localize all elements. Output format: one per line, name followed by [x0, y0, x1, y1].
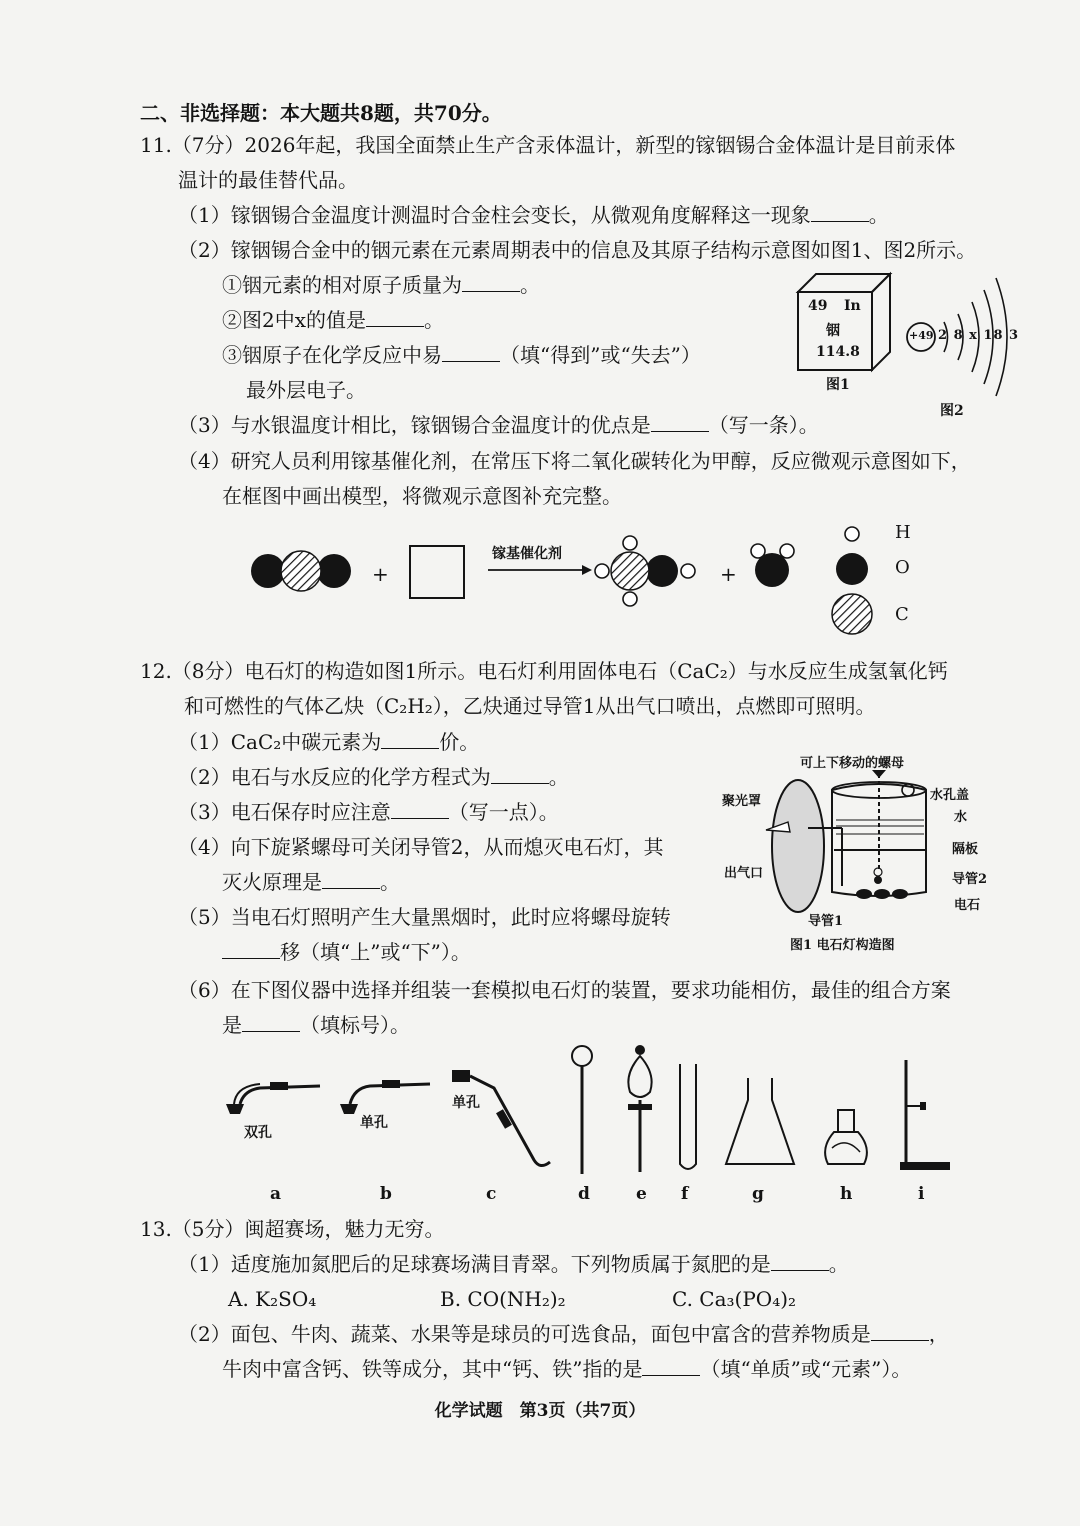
element-mass: 114.8	[816, 344, 860, 360]
q11-stem-line1: 11.（7分）2026年起，我国全面禁止生产含汞体温计，新型的镓铟锡合金体温计是目前汞体	[140, 133, 956, 157]
q11-part2-1: ①铟元素的相对原子质量为 。	[222, 273, 540, 297]
carbide-lamp-figure	[760, 770, 950, 920]
section-heading: 二、非选择题：本大题共8题，共70分。	[140, 101, 502, 125]
q11-part2: （2）镓铟锡合金中的铟元素在元素周期表中的信息及其原子结构示意图如图1、图2所示。	[178, 238, 977, 262]
q13-part2-line1: （2）面包、牛肉、蔬菜、水果等是球员的可选食品，面包中富含的营养物质是 ，	[178, 1322, 949, 1346]
apparatus-letter-h: h	[840, 1184, 853, 1204]
q13-part2-line2: 牛肉中富含钙、铁等成分，其中“钙、铁”指的是 （填“单质”或“元素”）。	[222, 1357, 912, 1381]
lamp-label-reflector: 聚光罩	[722, 794, 762, 809]
q11-part2-2: ②图2中x的值是 。	[222, 308, 445, 332]
apparatus-letter-d: d	[578, 1184, 590, 1204]
q12-part6-line1: （6）在下图仪器中选择并组装一套模拟电石灯的装置，要求功能相仿，最佳的组合方案	[178, 978, 951, 1002]
apparatus-letter-f: f	[681, 1184, 689, 1204]
apparatus-letter-e: e	[636, 1184, 647, 1204]
q12-part5-line1: （5）当电石灯照明产生大量黑烟时，此时应将螺母旋转	[178, 905, 671, 929]
apparatus-letter-g: g	[752, 1184, 764, 1204]
page-footer: 化学试题 第3页（共7页）	[434, 1401, 646, 1421]
q13-option-c: C. Ca₃(PO₄)₂	[672, 1287, 797, 1311]
lamp-label-nut: 可上下移动的螺母	[800, 756, 905, 771]
apparatus-row	[220, 1040, 960, 1180]
apparatus-c-hole-label: 单孔	[452, 1095, 480, 1111]
q13-part1: （1）适度施加氮肥后的足球赛场满目青翠。下列物质属于氮肥的是 。	[178, 1252, 849, 1276]
q12-part2: （2）电石与水反应的化学方程式为 。	[178, 765, 569, 789]
q12-part6-line2: 是 （填标号）。	[222, 1013, 410, 1037]
q12-part4-line2: 灭火原理是 。	[222, 870, 400, 894]
q11-part4-line1: （4）研究人员利用镓基催化剂，在常压下将二氧化碳转化为甲醇，反应微观示意图如下，	[178, 449, 971, 473]
figure1-caption: 图1	[826, 377, 850, 393]
q12-part3: （3）电石保存时应注意 （写一点）。	[178, 800, 559, 824]
apparatus-letter-c: c	[486, 1184, 497, 1204]
lamp-label-outlet: 出气口	[724, 866, 764, 881]
q12-part4-line1: （4）向下旋紧螺母可关闭导管2，从而熄灭电石灯，其	[178, 835, 664, 859]
apparatus-letter-i: i	[918, 1184, 925, 1204]
lamp-label-water: 水	[954, 810, 968, 825]
reaction-plus-2: +	[720, 562, 737, 586]
lamp-label-tube1: 导管1	[808, 914, 844, 929]
apparatus-b-hole-label: 单孔	[360, 1115, 388, 1131]
q11-part2-3: ③铟原子在化学反应中易 （填“得到”或“失去”）	[222, 343, 701, 367]
element-symbol: In	[844, 298, 861, 314]
element-number: 49	[808, 298, 828, 314]
q11-part3: （3）与水银温度计相比，镓铟锡合金温度计的优点是 （写一条）。	[178, 413, 819, 437]
q12-part5-line2: 移（填“上”或“下”）。	[222, 937, 471, 967]
legend-o: O	[895, 557, 910, 578]
reaction-plus-1: +	[372, 562, 389, 586]
reaction-micro-diagram	[240, 520, 1040, 640]
legend-c: C	[895, 604, 909, 625]
element-name: 铟	[826, 323, 840, 339]
apparatus-letter-b: b	[380, 1184, 392, 1204]
lamp-label-water-cap: 水孔盖	[930, 788, 970, 803]
q11-part1: （1）镓铟锡合金温度计测温时合金柱会变长，从微观角度解释这一现象 。	[178, 203, 889, 227]
apparatus-a-hole-label: 双孔	[244, 1125, 272, 1141]
lamp-label-tube2: 导管2	[952, 872, 988, 887]
q13-option-a: A. K₂SO₄	[228, 1287, 317, 1311]
figure2-caption: 图2	[940, 403, 964, 419]
q11-stem-line2: 温计的最佳替代品。	[178, 168, 358, 192]
q12-part1: （1）CaC₂中碳元素为 价。	[178, 730, 480, 754]
apparatus-letter-a: a	[270, 1184, 282, 1204]
q12-stem-line2: 和可燃性的气体乙炔（C₂H₂），乙炔通过导管1从出气口喷出，点燃即可照明。	[184, 694, 876, 718]
q13-option-b: B. CO(NH₂)₂	[440, 1287, 566, 1311]
lamp-label-carbide: 电石	[954, 898, 981, 913]
q11-part4-line2: 在框图中画出模型，将微观示意图补充完整。	[222, 484, 622, 508]
q11-part2-3-cont: 最外层电子。	[246, 378, 366, 402]
lamp-figure-caption: 图1 电石灯构造图	[790, 938, 895, 953]
legend-h: H	[895, 522, 911, 543]
q12-stem-line1: 12.（8分）电石灯的构造如图1所示。电石灯利用固体电石（CaC₂）与水反应生成氢氧化钙	[140, 659, 948, 683]
lamp-label-partition: 隔板	[952, 842, 979, 857]
atom-nucleus: +49	[909, 329, 934, 342]
atom-shells: 2 8 x 18 3	[938, 328, 1020, 343]
catalyst-label: 镓基催化剂	[492, 546, 562, 562]
q13-stem: 13.（5分）闽超赛场，魅力无穷。	[140, 1217, 445, 1241]
